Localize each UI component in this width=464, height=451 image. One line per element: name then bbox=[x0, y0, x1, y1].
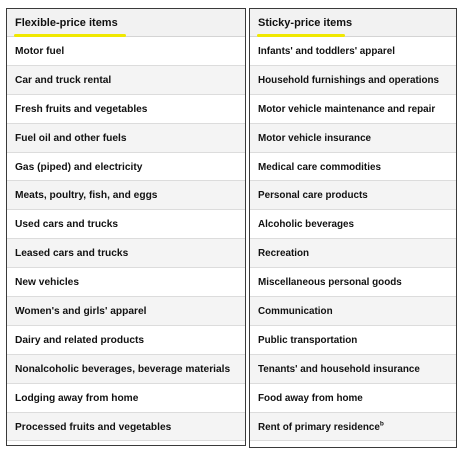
table-row bbox=[250, 95, 456, 124]
table-row bbox=[250, 124, 456, 153]
sticky-price-header bbox=[250, 9, 456, 37]
flexible-item: Meats, poultry, fish, and eggs bbox=[15, 190, 158, 202]
flexible-price-rows bbox=[7, 37, 245, 441]
flexible-price-table bbox=[6, 8, 246, 446]
flexible-item: Women's and girls' apparel bbox=[15, 306, 147, 318]
sticky-price-header-label: Sticky-price items bbox=[258, 17, 353, 29]
table-row bbox=[250, 355, 456, 384]
flexible-item: New vehicles bbox=[15, 277, 79, 289]
table-row bbox=[7, 210, 245, 239]
flexible-item: Dairy and related products bbox=[15, 334, 145, 346]
table-row bbox=[250, 37, 456, 66]
table-row bbox=[7, 326, 245, 355]
sticky-item: Miscellaneous personal goods bbox=[258, 277, 402, 289]
sticky-item: Motor vehicle insurance bbox=[258, 132, 372, 144]
table-row bbox=[7, 181, 245, 210]
table-row bbox=[7, 297, 245, 326]
table-row bbox=[250, 413, 456, 442]
table-row bbox=[7, 37, 245, 66]
flexible-item: Motor fuel bbox=[15, 46, 65, 57]
table-row bbox=[7, 413, 245, 442]
table-row bbox=[7, 384, 245, 413]
sticky-item: Communication bbox=[258, 306, 333, 318]
table-row bbox=[7, 268, 245, 297]
sticky-item: Medical care commodities bbox=[258, 161, 381, 173]
flexible-item: Leased cars and trucks bbox=[15, 248, 129, 260]
table-row bbox=[250, 239, 456, 268]
sticky-item: Alcoholic beverages bbox=[258, 219, 355, 231]
sticky-price-table bbox=[249, 8, 457, 448]
table-row bbox=[7, 124, 245, 153]
sticky-item: Recreation bbox=[258, 248, 310, 260]
sticky-price-rows bbox=[250, 37, 456, 441]
table-row bbox=[7, 66, 245, 95]
flexible-item: Car and truck rental bbox=[15, 74, 112, 86]
flexible-item: Nonalcoholic beverages, beverage materials bbox=[15, 363, 231, 375]
sticky-item: Infants' and toddlers' apparel bbox=[258, 46, 395, 57]
table-row bbox=[250, 153, 456, 182]
sticky-item: Household furnishings and operations bbox=[258, 74, 440, 86]
table-row bbox=[250, 210, 456, 239]
table-row bbox=[250, 66, 456, 95]
flexible-item: Gas (piped) and electricity bbox=[15, 161, 143, 173]
flexible-item: Lodging away from home bbox=[15, 392, 139, 404]
table-row bbox=[7, 95, 245, 124]
flexible-item: Fresh fruits and vegetables bbox=[15, 103, 148, 115]
sticky-item: Motor vehicle maintenance and repair bbox=[258, 103, 436, 115]
table-row bbox=[250, 268, 456, 297]
table-row bbox=[250, 181, 456, 210]
sticky-item-rent-label: Rent of primary residence bbox=[258, 421, 380, 433]
sticky-item: Personal care products bbox=[258, 190, 368, 202]
flexible-item: Processed fruits and vegetables bbox=[15, 421, 172, 433]
sticky-item: Food away from home bbox=[258, 392, 363, 404]
table-row bbox=[7, 153, 245, 182]
table-row bbox=[250, 384, 456, 413]
footnote-marker: b bbox=[379, 420, 384, 428]
flexible-price-header bbox=[7, 9, 245, 37]
sticky-item-rent bbox=[258, 422, 384, 433]
flexible-item: Used cars and trucks bbox=[15, 219, 119, 231]
table-row bbox=[250, 326, 456, 355]
sticky-item: Tenants' and household insurance bbox=[258, 363, 420, 375]
sticky-item: Public transportation bbox=[258, 334, 358, 346]
flexible-price-header-label: Flexible-price items bbox=[15, 17, 118, 29]
table-row bbox=[7, 355, 245, 384]
table-row bbox=[250, 297, 456, 326]
flexible-item: Fuel oil and other fuels bbox=[15, 132, 127, 144]
table-row bbox=[7, 239, 245, 268]
